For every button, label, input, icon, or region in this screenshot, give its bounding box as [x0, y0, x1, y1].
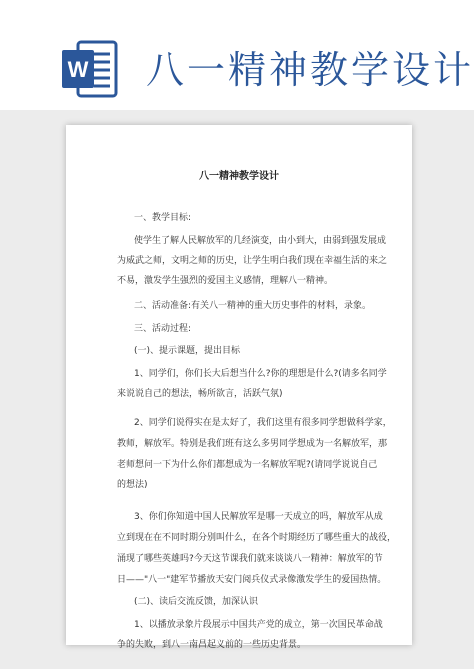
document-line: 一、教学目标:	[134, 213, 192, 223]
document-line: 3、你们你知道中国人民解放军是哪一天成立的吗，解放军从成	[134, 512, 383, 522]
document-line: (一)、提示课题，提出目标	[134, 346, 241, 356]
banner-title: 八一精神教学设计	[146, 48, 474, 92]
document-line: 立到现在在不同时期分别叫什么，在各个时期经历了哪些重大的战役，	[117, 533, 397, 543]
document-line: 日——"八一"建军节播放天安门阅兵仪式录像激发学生的爱国热情。	[117, 575, 387, 585]
header-banner	[0, 0, 474, 110]
document-line: 不易，激发学生强烈的爱国主义感情，理解八一精神。	[117, 276, 334, 286]
document-line: (二)、读后交流反馈，加深认识	[134, 597, 259, 607]
document-line: 为威武之师，文明之师的历史，让学生明白我们现在幸福生活的来之	[117, 256, 388, 266]
document-line: 二、活动准备:有关八一精神的重大历史事件的材料，录象。	[134, 301, 372, 311]
svg-text:W: W	[67, 57, 89, 82]
document-line: 1、以播放录象片段展示中国共产党的成立，第一次国民革命战	[134, 620, 383, 630]
document-line: 老师想问一下为什么你们都想成为一名解放军呢?(请同学说说自己	[117, 460, 378, 470]
document-line: 争的失败，到八一南昌起义前的一些历史背景。	[117, 640, 307, 650]
document-line: 的想法)	[117, 480, 148, 490]
document-line: 使学生了解人民解放军的几经演变，由小到大，由弱到强发展成	[134, 236, 387, 246]
word-document-icon	[60, 40, 120, 98]
document-line: 三、活动过程:	[134, 324, 192, 334]
document-line: 1、同学们，你们长大后想当什么?你的理想是什么?(请多名同学	[134, 369, 387, 379]
document-page	[66, 125, 412, 650]
document-line: 2、同学们说得实在是太好了，我们这里有很多同学想做科学家，	[134, 418, 392, 428]
document-line: 教师，解放军。特别是我们班有这么多男同学想成为一名解放军，那	[117, 439, 388, 449]
document-title: 八一精神教学设计	[199, 171, 279, 182]
document-line: 涌现了哪些英雄吗?今天这节课我们就来谈谈八一精神：解放军的节	[117, 554, 383, 564]
document-line: 来说说自己的想法，畅所欲言，活跃气氛)	[117, 389, 283, 399]
